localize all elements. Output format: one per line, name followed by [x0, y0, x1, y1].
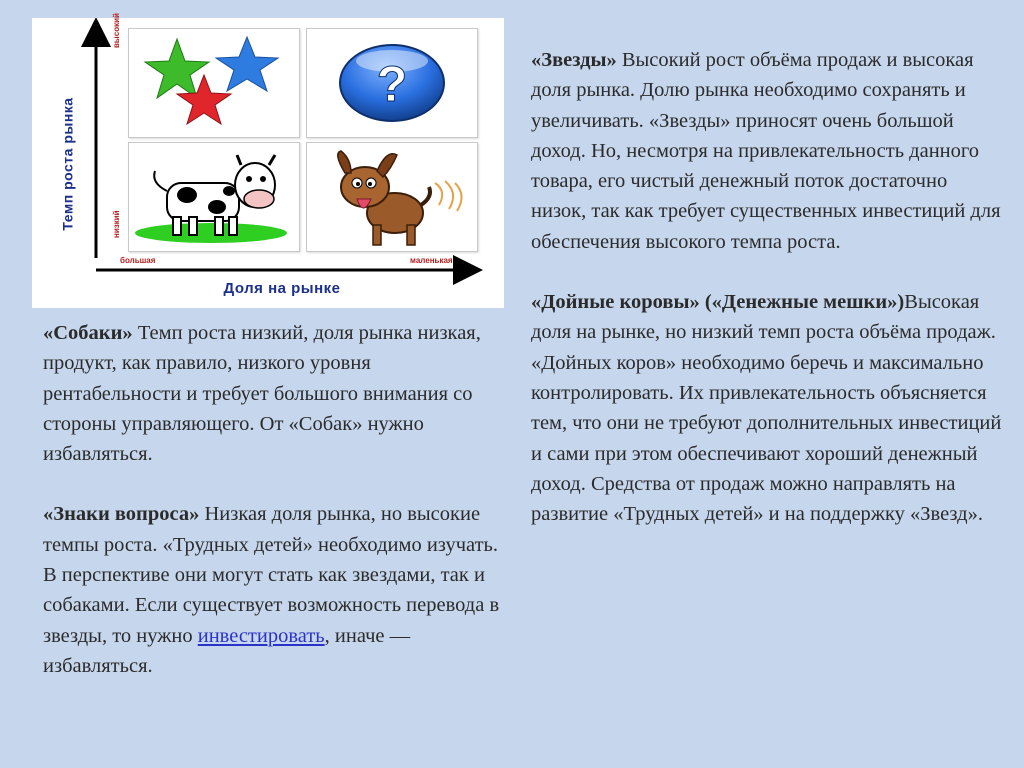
stars-icon [129, 29, 299, 137]
question-marks-paragraph [43, 499, 513, 681]
dog-ear [377, 154, 397, 177]
cow-eye [260, 176, 266, 182]
cow-tail [154, 171, 167, 191]
stars-description: Высокий рост объёма продаж и высокая доля рынка. Долю рынка необходимо сохранять и увеличивать. «Звезды» приносят очень большой доход. Но, несмотря на привлекательность данного товара, его чистый денежный поток достаточно низок, так как требует существенных инвестиций для обеспечения высокого темпа роста. [531, 49, 1001, 253]
cow-snout [244, 190, 274, 208]
dog-leg [407, 225, 415, 245]
cow-spot [223, 186, 235, 196]
y-axis-label-text: Темп роста рынка [60, 97, 76, 231]
grass [135, 223, 287, 243]
question-marks-term: «Знаки вопроса» [43, 503, 200, 526]
dog-icon [307, 143, 477, 251]
quadrant-cash-cows [128, 142, 300, 252]
cow-leg [173, 217, 181, 235]
dog-pupil [368, 182, 372, 186]
dog-tail [421, 187, 430, 205]
question-glyph: ? [376, 56, 408, 112]
stars-paragraph [531, 45, 1006, 257]
cash-cows-description: Высокая доля на рынке, но низкий темп роста объёма продаж. «Дойных коров» необходимо беречь и максимально контролировать. Их привлекательность объясняется тем, что они не требуют дополнительных инвестиций и сами при этом обеспечивают хороший денежный доход. Средства от продаж можно направлять на развитие «Трудных детей» и на поддержку «Звезд». [531, 291, 1002, 526]
dogs-paragraph [43, 318, 513, 469]
dogs-term: «Собаки» [43, 322, 133, 344]
invest-link[interactable]: инвестировать [197, 624, 325, 647]
dog-ear [338, 151, 351, 173]
dog-pupil [356, 182, 360, 186]
cow-eye [246, 176, 252, 182]
question-marks-tail: , иначе — избавляться. [43, 624, 411, 677]
quadrant-question-marks [306, 28, 478, 138]
cow-leg [229, 217, 237, 235]
quadrant-stars [128, 28, 300, 138]
cash-cows-term: «Дойные коровы» («Денежные мешки») [531, 291, 905, 314]
y-low-label: низкий [112, 210, 121, 238]
motion-lines [435, 181, 462, 211]
x-large-label: большая [120, 256, 156, 265]
cow-icon [129, 143, 299, 251]
y-high-label: высокий [112, 13, 121, 48]
x-small-label: маленькая [410, 256, 453, 265]
dog-leg [373, 225, 381, 245]
left-text-column [43, 318, 513, 681]
cash-cows-paragraph [531, 287, 1006, 529]
y-axis-label [53, 74, 83, 254]
cow-spot [177, 187, 197, 203]
cow-leg [189, 217, 197, 235]
quadrant-dogs [306, 142, 478, 252]
question-marks-description: Низкая доля рынка, но высокие темпы роста. «Трудных детей» необходимо изучать. В перспективе они могут стать как звездами, так и собаками. Если существует возможность перевода в звезды, то нужно [43, 503, 500, 647]
question-mark-icon [307, 29, 477, 137]
cow-spot [208, 200, 226, 214]
cow-leg [215, 217, 223, 235]
dogs-description: Темп роста низкий, доля рынка низкая, продукт, как правило, низкого уровня рентабельности и требует большого внимания со стороны управляющего. От «Собак» нужно избавляться. [43, 322, 481, 466]
right-text-column [531, 45, 1006, 529]
bcg-matrix-diagram [32, 13, 504, 308]
blue-star-icon [216, 37, 278, 91]
stars-term: «Звезды» [531, 49, 617, 71]
x-axis-label: Доля на рынке [223, 280, 341, 297]
